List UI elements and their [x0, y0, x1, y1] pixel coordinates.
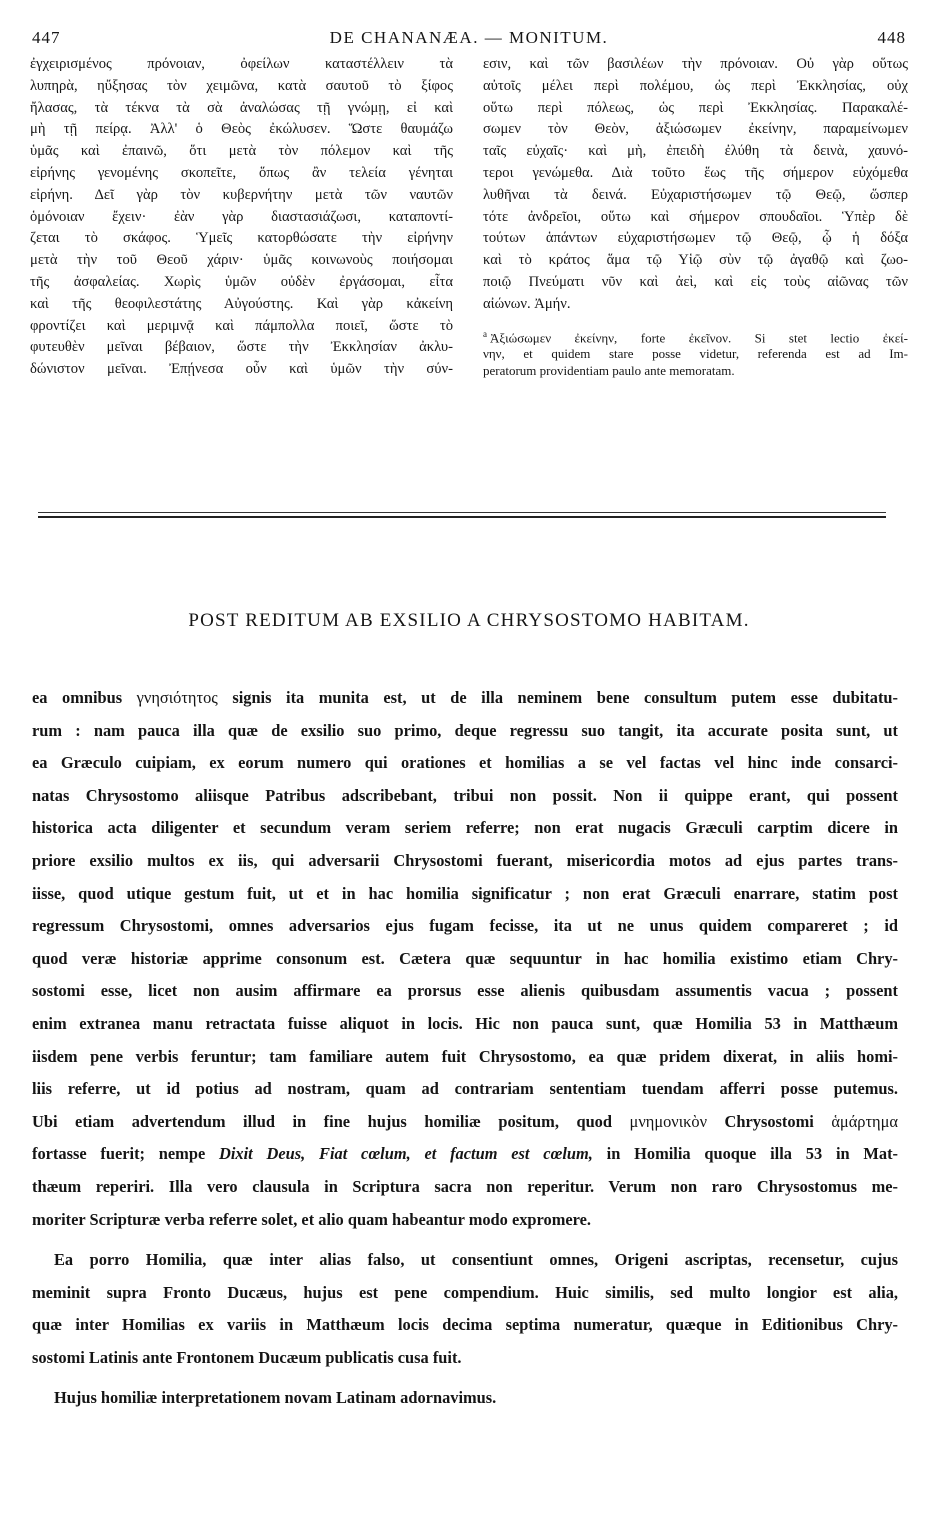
- body-text-run: in Homilia quoque illa 53 in Mat-: [592, 1144, 898, 1164]
- body-line: [32, 1138, 898, 1171]
- footnote-text: Ἀξιώσωμεν ἐκείνην, forte ἐκεῖνον. Si stet lectio ἐκεί-: [490, 329, 908, 345]
- divider-rule: [38, 512, 886, 513]
- text-line: λυπηρὰ, ηὔξησας τὸν χειμῶνα, κατὰ σαυτοῦ τὸ ξίφος: [30, 77, 453, 94]
- body-line: quæ inter Homilias ex variis in Matthæum locis decima septima numeratur, quæque in Editionibus Chry-: [32, 1315, 898, 1335]
- body-line: historica acta diligenter et secundum veram seriem referre; non erat nugacis Græculi carptim dicere in: [32, 818, 898, 838]
- text-line: τούτων ἁπάντων εὐχαριστήσωμεν τῷ Θεῷ, ᾧ ἡ δόξα: [483, 230, 908, 247]
- body-line: Hujus homiliæ interpretationem novam Latinam adornavimus.: [54, 1388, 497, 1408]
- text-line: εἰρήνης γενομένης σκοπεῖτε, ὅπως ἂν τελεία γένηται: [30, 164, 453, 181]
- footnote-line: νην, et quidem stare posse videtur, referenda est ad Im-: [483, 346, 908, 362]
- text-line: δώνιστον μεῖναι. Ἐπῄνεσα οὖν καὶ ὑμῶν τὴν σύν-: [30, 361, 453, 378]
- right-column: [483, 54, 908, 379]
- text-line: μετὰ τὴν τοῦ Θεοῦ χάριν· ὑμᾶς κοινωνοὺς ποιήσομαι: [30, 252, 453, 269]
- left-column: [30, 54, 453, 381]
- text-line: εσιν, καὶ τῶν βασιλέων τὴν πρόνοιαν. Οὐ γὰρ οὕτως: [483, 56, 908, 72]
- paragraph-gap: [32, 1236, 898, 1244]
- body-line: rum : nam pauca illa quæ de exsilio suo primo, deque regressu suo tangit, ita accurate posita sunt, ut: [32, 720, 898, 740]
- text-line: οὕτω περὶ πόλεως, ὡς περὶ Ἐκκλησίας. Παρακαλέ-: [483, 99, 908, 116]
- body-text-run: Chrysostomi: [707, 1111, 832, 1131]
- body-text-run: fortasse fuerit; nempe: [32, 1144, 220, 1164]
- text-line: τεροι γενώμεθα. Διὰ τοῦτο ἕως τῆς σήμερον εὐχόμεθα: [483, 164, 908, 181]
- body-line: regressum Chrysostomi, omnes adversarios ejus fugam fecisse, ita ut ne unus quidem compareret ; id: [32, 916, 898, 936]
- body-line: meminit supra Fronto Ducæus, hujus est pene compendium. Huic similis, sed multo longior est alia,: [32, 1282, 898, 1302]
- text-line: ὑμᾶς καὶ ἐπαινῶ, ὅτι μετὰ τὸν πόλεμον καὶ τῆς: [30, 143, 453, 160]
- text-line: καὶ τῆς θεοφιλεστάτης Αὐγούστης. Καὶ γὰρ κἀκείνη: [30, 295, 453, 312]
- text-line: λυθῆναι τὰ δεινά. Εὐχαριστήσωμεν τῷ Θεῷ, ὥσπερ: [483, 186, 908, 203]
- body-line: [32, 1106, 898, 1139]
- body-line: ea Græculo cuipiam, ex eorum numero qui orationes et homilias a se vel factas vel hinc inde consarci-: [32, 753, 898, 773]
- running-head: [30, 28, 908, 54]
- body-line: sostomi Latinis ante Frontonem Ducæum publicatis cusa fuit.: [32, 1347, 462, 1367]
- greek-term: ἁμάρτημα: [831, 1111, 898, 1131]
- text-line: ποιῷ Πνεύματι νῦν καὶ ἀεὶ, καὶ εἰς τοὺς αἰῶνας τῶν: [483, 273, 908, 290]
- running-title: DE CHANANÆA. — MONITUM.: [329, 28, 609, 47]
- text-line: μὴ τῇ πείρᾳ. Ἀλλ' ὁ Θεὸς ἐκώλυσεν. Ὥστε θαυμάζω: [30, 121, 453, 138]
- footnote-line: [483, 326, 908, 347]
- body-text-run: signis ita munita est, ut de illa neminem bene consultum putem esse dubitatu-: [217, 688, 899, 707]
- text-line: ζεται τὸ σκάφος. Ὑμεῖς κατορθώσατε τὴν εἰρήνην: [30, 230, 453, 247]
- section-title: POST REDITUM AB EXSILIO A CHRYSOSTOMO HABITAM.: [188, 610, 750, 631]
- text-line: φροντίζει καὶ μεριμνᾷ καὶ πάμπολλα ποιεῖ, ὥστε τὸ: [30, 317, 453, 334]
- text-line: εἰρήνη. Δεῖ γὰρ τὸν κυβερνήτην μετὰ τῶν ναυτῶν: [30, 186, 453, 203]
- body-line: liis referre, ut id potius ad nostram, quam ad contrariam sententiam tuendam afferri posse putemus.: [32, 1079, 898, 1099]
- page-number-left: 447: [32, 28, 61, 47]
- scripture-quote: Dixit Deus, Fiat cœlum, et factum est cœlum,: [219, 1144, 593, 1164]
- footnote-line: peratorum providentiam paulo ante memoratam.: [483, 362, 735, 378]
- page-number-right: 448: [877, 28, 906, 47]
- body-line: sostomi esse, licet non ausim affirmare ea prorsus esse alienis quibusdam assumentis vacua ; possent: [32, 981, 898, 1001]
- text-line: σωμεν τὸν Θεὸν, ἀξιώσωμεν ἐκείνην, παραμείνωμεν: [483, 121, 908, 138]
- text-line: ταῖς εὐχαῖς· καὶ μὴ, ἐπειδὴ ἐλύθη τὰ δεινὰ, χαυνό-: [483, 143, 908, 160]
- footnote: [483, 326, 908, 380]
- body-line: thæum reperiri. Illa vero clausula in Scriptura sacra non reperitur. Verum non raro Chrysostomus me-: [32, 1176, 898, 1196]
- greek-term: μνημονικὸν: [629, 1111, 707, 1131]
- body-line: iisse, quod utique gestum fuit, ut et in hac homilia significatur ; non erat Græculi enarrare, statim post: [32, 883, 898, 903]
- text-line: φυτευθὲν μεῖναι βέβαιον, ὥστε τὴν Ἐκκλησίαν ἀκλυ-: [30, 339, 453, 356]
- body-line: priore exsilio multos ex iis, qui adversarii Chrysostomi fuerant, misericordia motos ad ejus partes trans-: [32, 850, 898, 870]
- body-text-run: Ubi etiam advertendum illud in fine hujus homiliæ positum, quod: [32, 1111, 630, 1131]
- body-text-run: ea omnibus: [32, 688, 137, 707]
- text-line: αὐτοῖς μέλει περὶ πολέμου, ὡς περὶ Ἐκκλησίας, οὐχ: [483, 77, 908, 94]
- text-line: καὶ τὸ κράτος ἅμα τῷ Υἱῷ σὺν τῷ ἀγαθῷ καὶ ζωο-: [483, 252, 908, 269]
- body-line: iisdem pene verbis feruntur; tam familiare autem fuit Chrysostomo, ea quæ pridem dixerat, in aliis homi-: [32, 1046, 898, 1066]
- body-line: [32, 682, 898, 715]
- body-line: moriter Scripturæ verba referre solet, et alio quam habeantur modo expromere.: [32, 1209, 591, 1229]
- paragraph-gap: [32, 1374, 898, 1382]
- greek-columns: [30, 54, 908, 420]
- text-line: ἐγχειρισμένος πρόνοιαν, ὀφείλων καταστέλλειν τὰ: [30, 56, 453, 72]
- section-divider: [38, 512, 886, 521]
- page: [30, 28, 908, 420]
- text-line: τότε ἀνδρεῖοι, οὕτω καὶ σήμερον σπουδαῖοι. Ὑπὲρ δὲ: [483, 208, 908, 225]
- divider-rule: [38, 516, 886, 518]
- greek-term: γνησιότητος: [136, 688, 218, 707]
- footnote-mark: a: [483, 328, 487, 339]
- body-line: Ea porro Homilia, quæ inter alias falso, ut consentiunt omnes, Origeni ascriptas, recensetur, cujus: [54, 1250, 898, 1270]
- body-line: quod veræ historiæ apprime consonum est. Cætera quæ sequuntur in hac homilia existimo etiam Chry-: [32, 948, 898, 968]
- text-line: τῆς ἀσφαλείας. Χωρὶς ὑμῶν οὐδὲν ἐργάσομαι, εἶτα: [30, 273, 453, 290]
- monitum-body: [32, 682, 898, 1415]
- text-line: ἤλασας, τὰ τέκνα τὰ σὰ ἀναλώσας τῇ γνώμῃ, εἰ καὶ: [30, 99, 453, 116]
- text-line: αἰώνων. Ἀμήν.: [483, 295, 571, 312]
- body-line: enim extranea manu retractata fuisse aliquot in locis. Hic non pauca sunt, quæ Homilia 53 in Matthæum: [32, 1013, 898, 1033]
- body-line: natas Chrysostomo aliisque Patribus adscribebant, tribui non possit. Non ii quippe erant, qui possent: [32, 785, 898, 805]
- text-line: ὁμόνοιαν ἔχειν· ἐὰν γὰρ διαστασιάζωσι, καταποντί-: [30, 208, 453, 225]
